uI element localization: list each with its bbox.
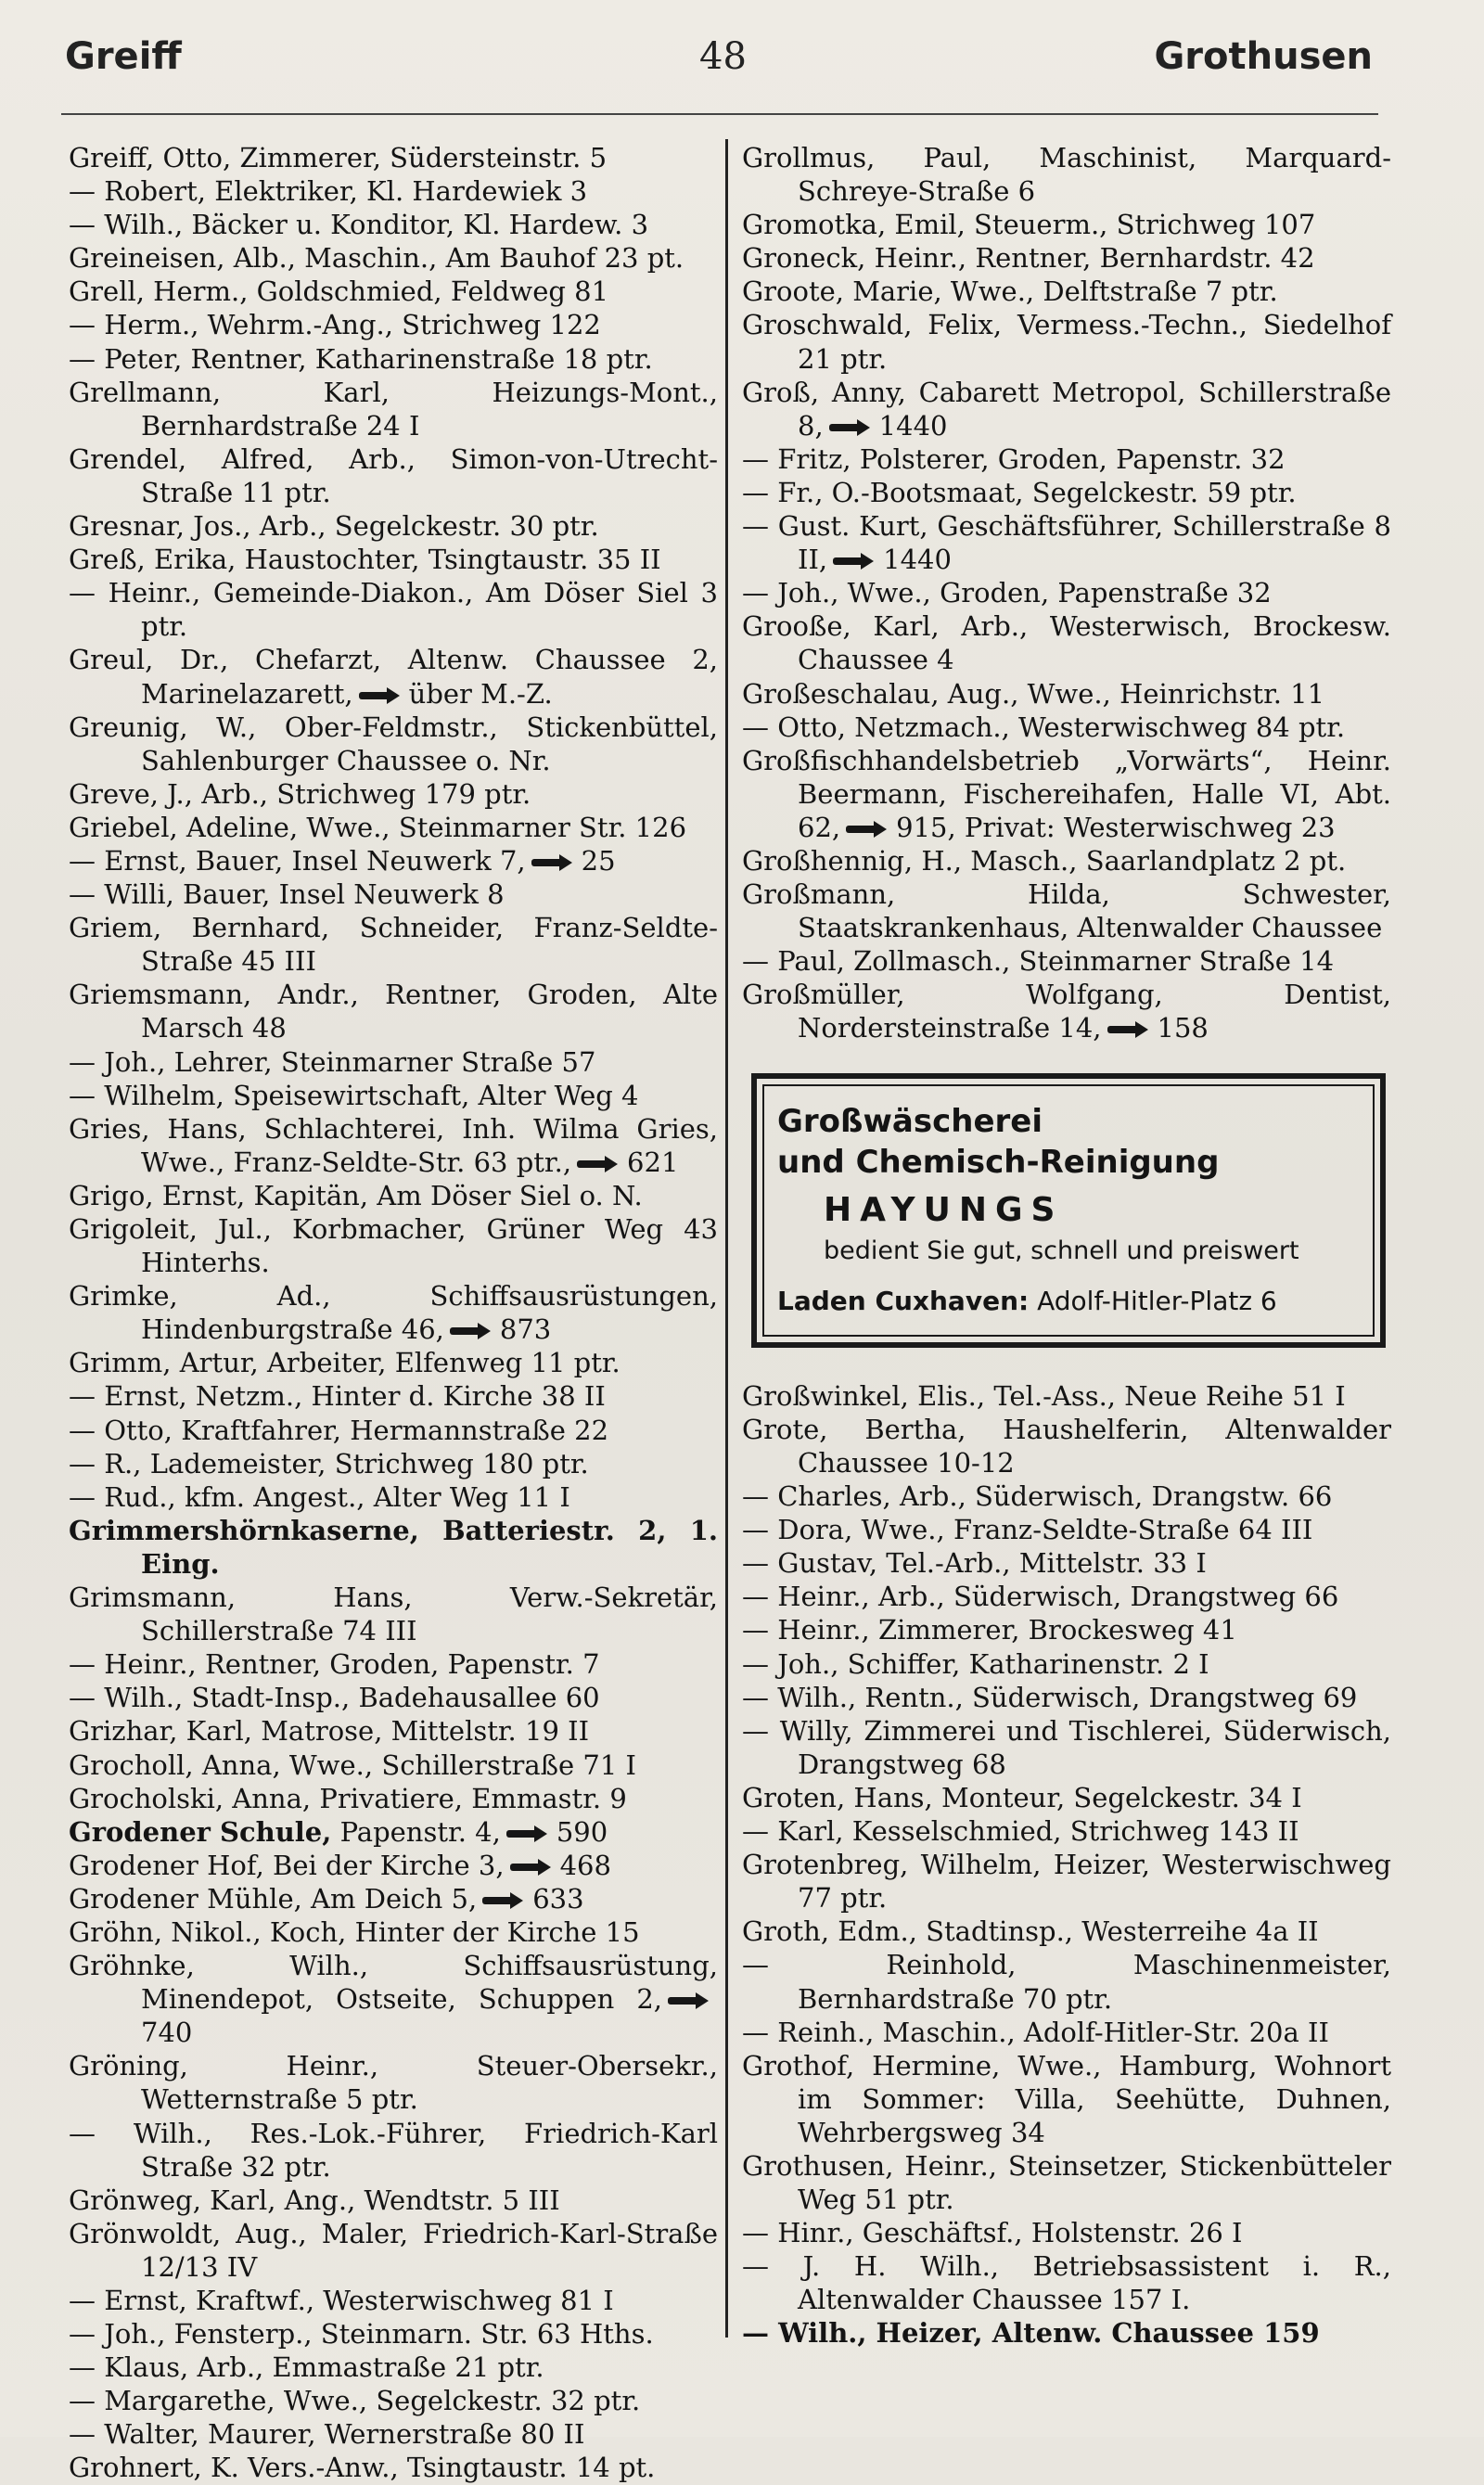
directory-entry [69, 1379, 718, 1413]
directory-entry [69, 1581, 718, 1647]
directory-entry [69, 2417, 718, 2451]
telephone-icon [359, 689, 400, 702]
directory-entry [742, 2216, 1391, 2249]
directory-entry [742, 2149, 1391, 2216]
directory-entry [742, 1413, 1391, 1479]
entry-text: Grocholl, Anna, Wwe., Schillerstraße 71 I [69, 1748, 636, 1781]
entry-text: Großfischhandelsbetrieb „Vorwärts“, Heinr. Beermann, Fischereihafen, Halle VI, Abt. 62, [742, 744, 1391, 843]
entry-text: Grollmus, Paul, Maschinist, Marquard-Schreye-Straße 6 [742, 142, 1391, 208]
directory-entry [742, 376, 1391, 442]
entry-text: — Joh., Fensterp., Steinmarn. Str. 63 Hths. [69, 2318, 654, 2351]
directory-entry [742, 2016, 1391, 2049]
ad-headline-2: und Chemisch-Reinigung [777, 1143, 1220, 1181]
entry-text: Greiff, Otto, Zimmerer, Südersteinstr. 5 [69, 142, 608, 173]
directory-entry [742, 308, 1391, 375]
entry-text: — Gust. Kurt, Geschäftsführer, Schillerstraße 8 II, [742, 510, 1391, 576]
phone-number: 633 [532, 1882, 584, 1915]
entry-text: — Wilh., Res.-Lok.-Führer, Friedrich-Karl Straße 32 ptr. [69, 2117, 718, 2183]
directory-entry [742, 1948, 1391, 2015]
directory-entry [69, 308, 718, 341]
right-column-bottom [742, 1379, 1391, 2351]
ad-address-value: Adolf-Hitler-Platz 6 [1037, 1285, 1277, 1316]
directory-entry [742, 609, 1391, 676]
directory-entry [69, 2217, 718, 2284]
directory-entry [742, 2049, 1391, 2149]
entry-text: — Herm., Wehrm.-Ang., Strichweg 122 [69, 309, 601, 341]
entry-text: — Willi, Bauer, Insel Neuwerk 8 [69, 878, 505, 911]
directory-entry [69, 442, 718, 509]
phone-number: über M.-Z. [408, 677, 553, 710]
directory-entry [69, 275, 718, 308]
ad-company-name: HAYUNGS [824, 1190, 1064, 1229]
entry-text: — Charles, Arb., Süderwisch, Drangstw. 66 [742, 1480, 1333, 1513]
entry-text: — Wilhelm, Speisewirtschaft, Alter Weg 4 [69, 1079, 639, 1111]
telephone-icon [482, 1894, 523, 1907]
directory-entry [69, 2351, 718, 2384]
column-divider [725, 139, 728, 2338]
entry-text: Groschwald, Felix, Vermess.-Techn., Siedelhof 21 ptr. [742, 309, 1391, 375]
directory-entry [742, 877, 1391, 944]
telephone-icon [510, 1861, 551, 1874]
directory-entry [69, 1714, 718, 1748]
directory-entry [742, 1479, 1391, 1513]
entry-text: — Wilh., Rentn., Süderwisch, Drangstweg 69 [742, 1681, 1358, 1713]
entry-text: Grooße, Karl, Arb., Westerwisch, Brockesw. Chaussee 4 [742, 610, 1391, 676]
directory-entry [69, 1748, 718, 1782]
directory-entry [69, 1647, 718, 1681]
directory-entry [69, 376, 718, 442]
entry-text: — Reinhold, Maschinenmeister, Bernhardstraße 70 ptr. [742, 1949, 1391, 2015]
entry-text: Grothusen, Heinr., Steinsetzer, Stickenbütteler Weg 51 ptr. [742, 2149, 1391, 2216]
directory-entry [742, 1915, 1391, 1948]
directory-entry [742, 1379, 1391, 1413]
telephone-icon [531, 856, 572, 869]
entry-text: Grellmann, Karl, Heizungs-Mont., Bernhardstraße 24 I [69, 376, 718, 442]
directory-entry [69, 1414, 718, 1447]
entry-text: Grimsmann, Hans, Verw.-Sekretär, Schillerstraße 74 III [69, 1582, 718, 1647]
directory-entry [69, 711, 718, 777]
phone-number: 740 [141, 2017, 193, 2049]
page-header [65, 35, 1419, 100]
directory-entry [69, 2384, 718, 2417]
header-last-entry: Grothusen [1154, 35, 1373, 78]
phone-number: 468 [559, 1849, 611, 1881]
entry-text: — Otto, Kraftfahrer, Hermannstraße 22 [69, 1414, 609, 1446]
entry-text: Groten, Hans, Monteur, Segelckestr. 34 I [742, 1781, 1302, 1813]
entry-text: — Wilh., Stadt-Insp., Badehausallee 60 [69, 1682, 600, 1714]
entry-text: Grizhar, Karl, Matrose, Mittelstr. 19 II [69, 1715, 590, 1748]
entry-text: — Robert, Elektriker, Kl. Hardewiek 3 [69, 175, 588, 208]
entry-text: — Ernst, Bauer, Insel Neuwerk 7, [69, 844, 526, 877]
directory-entry [69, 208, 718, 241]
entry-text: Gries, Hans, Schlachterei, Inh. Wilma Gries, Wwe., Franz-Seldte-Str. 63 ptr., [69, 1112, 718, 1178]
directory-entry [69, 1079, 718, 1112]
telephone-icon [506, 1827, 547, 1840]
directory-entry [69, 2049, 718, 2116]
entry-text: Groß, Anny, Cabarett Metropol, Schillerstraße 8, [742, 376, 1391, 442]
entry-text: Gresnar, Jos., Arb., Segelckestr. 30 ptr. [69, 510, 599, 543]
entry-text: Grimke, Ad., Schiffsausrüstungen, Hindenburgstraße 46, [69, 1280, 718, 1346]
phone-number: 873 [499, 1313, 552, 1346]
directory-entry [69, 141, 718, 174]
directory-entry [742, 1814, 1391, 1848]
entry-text: Greunig, W., Ober-Feldmstr., Stickenbüttel, Sahlenburger Chaussee o. Nr. [69, 711, 718, 776]
directory-entry [69, 576, 718, 643]
directory-entry [69, 1346, 718, 1379]
directory-entry [742, 476, 1391, 509]
entry-text: Grocholski, Anna, Privatiere, Emmastr. 9 [69, 1782, 627, 1814]
directory-entry [69, 811, 718, 844]
directory-entry [69, 777, 718, 811]
entry-text: — Joh., Wwe., Groden, Papenstraße 32 [742, 577, 1272, 609]
phone-number: 915, Privat: Westerwischweg 23 [896, 811, 1336, 843]
entry-text: Greineisen, Alb., Maschin., Am Bauhof 23 pt. [69, 242, 684, 275]
entry-text: Grell, Herm., Goldschmied, Feldweg 81 [69, 275, 609, 308]
telephone-icon [846, 823, 887, 836]
entry-text: — Fr., O.-Bootsmaat, Segelckestr. 59 ptr. [742, 476, 1297, 508]
directory-entry [742, 1580, 1391, 1613]
directory-entry [69, 844, 718, 877]
directory-entry [69, 174, 718, 208]
directory-entry [69, 1112, 718, 1179]
directory-entry [742, 1546, 1391, 1580]
entry-text: Grönwoldt, Aug., Maler, Friedrich-Karl-Straße 12/13 IV [69, 2217, 718, 2283]
entry-text: Groneck, Heinr., Rentner, Bernhardstr. 42 [742, 242, 1315, 275]
directory-entry [742, 1781, 1391, 1814]
ad-address-label: Laden Cuxhaven: [777, 1285, 1030, 1316]
entry-text: Grothof, Hermine, Wwe., Hamburg, Wohnort im Sommer: Villa, Seehütte, Duhnen, Wehrbergsweg 34 [742, 2049, 1391, 2148]
directory-entry [69, 877, 718, 911]
entry-text: — Karl, Kesselschmied, Strichweg 143 II [742, 1815, 1299, 1848]
entry-text: — Joh., Schiffer, Katharinenstr. 2 I [742, 1647, 1209, 1680]
directory-entry [69, 1915, 718, 1949]
directory-entry [742, 275, 1391, 308]
entry-text: — Wilh., Heizer, Altenw. Chaussee 159 [742, 2317, 1320, 2350]
entry-text: — Fritz, Polsterer, Groden, Papenstr. 32 [742, 442, 1286, 475]
directory-entry [742, 844, 1391, 877]
directory-entry [69, 1514, 718, 1581]
entry-text: — Ernst, Kraftwf., Westerwischweg 81 I [69, 2285, 614, 2316]
right-column-top [742, 141, 1391, 1045]
directory-entry [69, 543, 718, 576]
ad-slogan: bedient Sie gut, schnell und preiswert [824, 1236, 1299, 1265]
directory-entry [742, 944, 1391, 978]
entry-text: Gröhn, Nikol., Koch, Hinter der Kirche 15 [69, 1915, 640, 1948]
directory-entry [69, 1045, 718, 1079]
entry-bold-name: Grodener Schule, [69, 1815, 332, 1848]
entry-text: Grendel, Alfred, Arb., Simon-von-Utrecht-Straße 11 ptr. [69, 442, 718, 508]
directory-entry [69, 1782, 718, 1815]
directory-entry [742, 1613, 1391, 1646]
entry-text: Groote, Marie, Wwe., Delftstraße 7 ptr. [742, 275, 1278, 308]
entry-text: Griem, Bernhard, Schneider, Franz-Seldte-Straße 45 III [69, 912, 718, 978]
directory-entry [742, 1848, 1391, 1915]
directory-entry [69, 978, 718, 1044]
directory-entry [69, 1681, 718, 1714]
entry-text: Grimmershörnkaserne, Batteriestr. 2, 1. Eing. [69, 1514, 718, 1580]
telephone-icon [833, 555, 874, 568]
entry-text: Greve, J., Arb., Strichweg 179 ptr. [69, 777, 531, 810]
entry-text: — Peter, Rentner, Katharinenstraße 18 ptr. [69, 342, 653, 375]
ad-address [777, 1285, 1360, 1318]
entry-text: — Walter, Maurer, Wernerstraße 80 II [69, 2418, 585, 2451]
ad-headline-1: Großwäscherei [777, 1102, 1043, 1140]
entry-text: Großhennig, H., Masch., Saarlandplatz 2 pt. [742, 844, 1347, 877]
entry-text: — Ernst, Netzm., Hinter d. Kirche 38 II [69, 1380, 606, 1413]
directory-entry [742, 711, 1391, 744]
directory-entry [69, 2184, 718, 2217]
directory-entry [69, 1815, 718, 1849]
entry-text: Griemsmann, Andr., Rentner, Groden, Alte Marsch 48 [69, 979, 718, 1044]
entry-text: Greul, Dr., Chefarzt, Altenw. Chaussee 2, Marinelazarett, [69, 644, 718, 710]
directory-entry [69, 1179, 718, 1212]
directory-entry [69, 2284, 718, 2317]
entry-text: — Heinr., Rentner, Groden, Papenstr. 7 [69, 1648, 600, 1681]
right-column [742, 141, 1391, 2351]
header-rule [61, 113, 1378, 115]
directory-entry [742, 978, 1391, 1044]
directory-entry [69, 342, 718, 376]
entry-text: — Reinh., Maschin., Adolf-Hitler-Str. 20a II [742, 2016, 1329, 2048]
directory-entry [742, 576, 1391, 609]
advertisement-box [751, 1073, 1386, 1348]
entry-text: — Wilh., Bäcker u. Konditor, Kl. Hardew. 3 [69, 209, 649, 241]
phone-number: 590 [556, 1815, 608, 1848]
entry-text: Groth, Edm., Stadtinsp., Westerreihe 4a II [742, 1915, 1319, 1948]
entry-text: Großwinkel, Elis., Tel.-Ass., Neue Reihe 51 I [742, 1379, 1346, 1412]
entry-text: Grodener Mühle, Am Deich 5, [69, 1882, 478, 1915]
directory-entry [69, 2317, 718, 2351]
entry-text: — Paul, Zollmasch., Steinmarner Straße 14 [742, 945, 1335, 978]
entry-text: Grote, Bertha, Haushelferin, Altenwalder Chaussee 10-12 [742, 1413, 1391, 1479]
entry-text: — Margarethe, Wwe., Segelckestr. 32 ptr. [69, 2385, 641, 2417]
entry-text: — Heinr., Zimmerer, Brockesweg 41 [742, 1614, 1237, 1646]
entry-text: — Joh., Lehrer, Steinmarner Straße 57 [69, 1045, 596, 1078]
phone-number: 621 [627, 1146, 679, 1178]
directory-entry [69, 509, 718, 543]
entry-text: — Willy, Zimmerei und Tischlerei, Süderwisch, Drangstweg 68 [742, 1714, 1391, 1780]
directory-entry [69, 1447, 718, 1480]
entry-text: Grigoleit, Jul., Korbmacher, Grüner Weg 43 Hinterhs. [69, 1213, 718, 1279]
advertisement-inner [762, 1084, 1375, 1337]
entry-text: Grotenbreg, Wilhelm, Heizer, Westerwischweg 77 ptr. [742, 1849, 1391, 1915]
telephone-icon [1107, 1023, 1148, 1036]
entry-text: Gröning, Heinr., Steuer-Obersekr., Wetternstraße 5 ptr. [69, 2050, 718, 2116]
telephone-icon [668, 1994, 709, 2007]
directory-entry [69, 241, 718, 275]
entry-text: — Hinr., Geschäftsf., Holstenstr. 26 I [742, 2217, 1243, 2249]
directory-entry [742, 1681, 1391, 1714]
directory-entry [742, 1647, 1391, 1681]
phone-number: 25 [581, 844, 616, 877]
page-number: 48 [699, 35, 747, 78]
directory-entry [69, 2451, 718, 2484]
telephone-icon [450, 1325, 491, 1338]
directory-entry [742, 241, 1391, 275]
entry-text: Gromotka, Emil, Steuerm., Strichweg 107 [742, 209, 1316, 241]
directory-entry [742, 1513, 1391, 1546]
entry-text: — Heinr., Gemeinde-Diakon., Am Döser Siel 3 ptr. [69, 577, 718, 643]
directory-entry [69, 1849, 718, 1882]
entry-text: Grigo, Ernst, Kapitän, Am Döser Siel o. N. [69, 1179, 643, 1211]
entry-text: Griebel, Adeline, Wwe., Steinmarner Str. 126 [69, 811, 687, 843]
directory-entry [69, 911, 718, 978]
entry-text: Großeschalau, Aug., Wwe., Heinrichstr. 11 [742, 677, 1325, 710]
directory-entry [69, 2117, 718, 2184]
entry-text: Grodener Hof, Bei der Kirche 3, [69, 1849, 505, 1881]
entry-text: Großmüller, Wolfgang, Dentist, Nordersteinstraße 14, [742, 979, 1391, 1044]
entry-text: — Gustav, Tel.-Arb., Mittelstr. 33 I [742, 1547, 1207, 1580]
directory-entry [69, 1212, 718, 1279]
directory-entry [742, 1714, 1391, 1781]
entry-text: Grimm, Artur, Arbeiter, Elfenweg 11 ptr. [69, 1347, 620, 1379]
entry-text: Großmann, Hilda, Schwester, Staatskrankenhaus, Altenwalder Chaussee [742, 878, 1391, 944]
directory-entry [69, 1279, 718, 1346]
directory-entry [742, 2249, 1391, 2316]
phone-number: 158 [1157, 1012, 1209, 1044]
directory-entry [69, 1480, 718, 1514]
phone-number: 1440 [883, 544, 952, 576]
entry-text: Grohnert, K. Vers.-Anw., Tsingtaustr. 14 pt. [69, 2452, 656, 2484]
entry-text: — Otto, Netzmach., Westerwischweg 84 ptr. [742, 711, 1346, 743]
entry-text: — Heinr., Arb., Süderwisch, Drangstweg 66 [742, 1581, 1339, 1613]
header-first-entry: Greiff [65, 35, 182, 78]
directory-entry [742, 442, 1391, 476]
directory-entry [69, 1949, 718, 2049]
entry-text: — Rud., kfm. Angest., Alter Weg 11 I [69, 1480, 570, 1513]
directory-entry [742, 744, 1391, 844]
entry-text: Papenstr. 4, [331, 1815, 501, 1848]
telephone-icon [829, 421, 870, 434]
entry-text: — Dora, Wwe., Franz-Seldte-Straße 64 III [742, 1514, 1313, 1546]
phone-number: 1440 [878, 409, 948, 442]
entry-text: — R., Lademeister, Strichweg 180 ptr. [69, 1447, 589, 1479]
directory-entry [69, 1882, 718, 1915]
directory-entry [742, 2316, 1391, 2350]
telephone-icon [577, 1158, 618, 1171]
entry-text: Gröhnke, Wilh., Schiffsausrüstung, Minendepot, Ostseite, Schuppen 2, [69, 1950, 718, 2016]
entry-text: — J. H. Wilh., Betriebsassistent i. R., Altenwalder Chaussee 157 I. [742, 2250, 1391, 2316]
directory-entry [742, 141, 1391, 208]
entry-text: Greß, Erika, Haustochter, Tsingtaustr. 35 II [69, 544, 661, 576]
directory-entry [69, 643, 718, 710]
directory-entry [742, 677, 1391, 711]
entry-text: Grönweg, Karl, Ang., Wendtstr. 5 III [69, 2184, 560, 2216]
directory-entry [742, 208, 1391, 241]
left-column [69, 141, 718, 2485]
entry-text: — Klaus, Arb., Emmastraße 21 ptr. [69, 2351, 544, 2384]
directory-entry [742, 509, 1391, 576]
